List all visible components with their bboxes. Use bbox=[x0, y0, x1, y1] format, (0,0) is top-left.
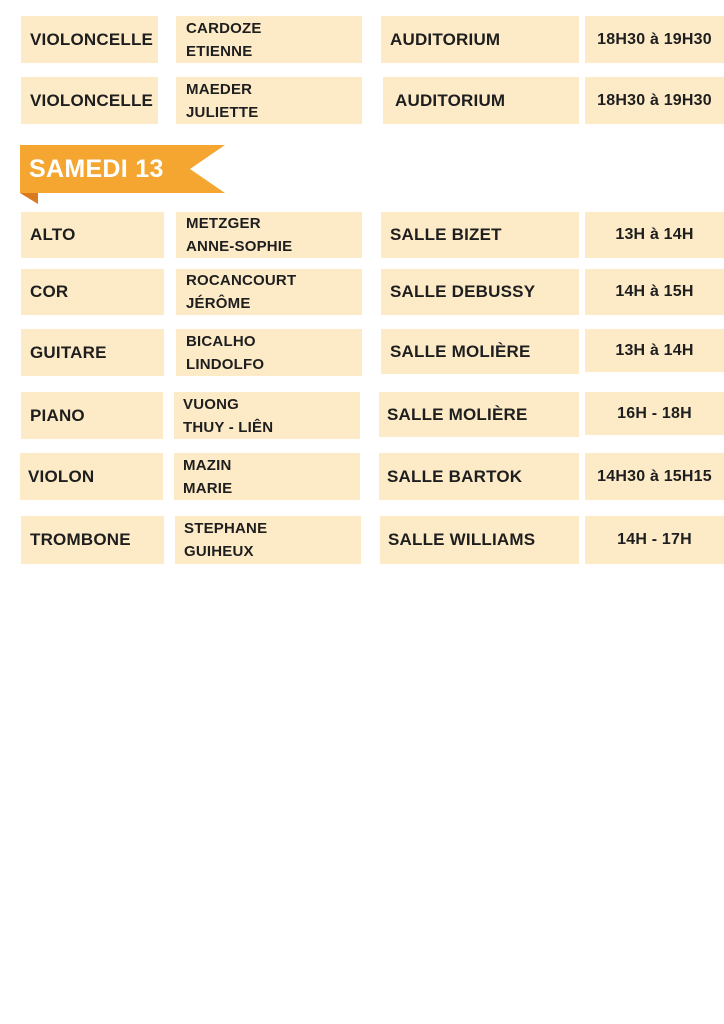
instrument-cell: GUITARE bbox=[21, 329, 164, 376]
instrument-cell: VIOLONCELLE bbox=[21, 16, 158, 63]
time-cell: 14H à 15H bbox=[585, 269, 724, 315]
instrument-cell: ALTO bbox=[21, 212, 164, 258]
performer-name-cell: CARDOZE ETIENNE bbox=[176, 16, 362, 63]
time-cell: 18H30 à 19H30 bbox=[585, 77, 724, 124]
day-banner-title: SAMEDI 13 bbox=[29, 155, 164, 183]
instrument-cell: VIOLONCELLE bbox=[21, 77, 158, 124]
time-cell: 13H à 14H bbox=[585, 329, 724, 372]
instrument-cell: PIANO bbox=[21, 392, 163, 439]
room-cell: SALLE MOLIÈRE bbox=[381, 329, 579, 374]
performer-name-cell: MAEDER JULIETTE bbox=[176, 77, 362, 124]
instrument-cell: COR bbox=[21, 269, 164, 315]
room-cell: AUDITORIUM bbox=[381, 16, 579, 63]
performer-name-cell: ROCANCOURT JÉRÔME bbox=[176, 269, 362, 315]
time-cell: 13H à 14H bbox=[585, 212, 724, 258]
performer-name-cell: METZGER ANNE-SOPHIE bbox=[176, 212, 362, 258]
performer-name-cell: BICALHO LINDOLFO bbox=[176, 329, 362, 376]
room-cell: SALLE DEBUSSY bbox=[381, 269, 579, 315]
room-cell: SALLE BARTOK bbox=[379, 453, 579, 500]
time-cell: 14H - 17H bbox=[585, 516, 724, 564]
time-cell: 18H30 à 19H30 bbox=[585, 16, 724, 63]
time-cell: 14H30 à 15H15 bbox=[585, 453, 724, 500]
room-cell: SALLE BIZET bbox=[381, 212, 579, 258]
time-cell: 16H - 18H bbox=[585, 392, 724, 435]
instrument-cell: TROMBONE bbox=[21, 516, 164, 564]
room-cell: AUDITORIUM bbox=[383, 77, 579, 124]
performer-name-cell: MAZIN MARIE bbox=[174, 453, 360, 500]
day-banner bbox=[20, 145, 225, 193]
room-cell: SALLE MOLIÈRE bbox=[379, 392, 579, 437]
room-cell: SALLE WILLIAMS bbox=[380, 516, 579, 564]
performer-name-cell: STEPHANE GUIHEUX bbox=[175, 516, 361, 564]
instrument-cell: VIOLON bbox=[20, 453, 163, 500]
performer-name-cell: VUONG THUY - LIÊN bbox=[174, 392, 360, 439]
